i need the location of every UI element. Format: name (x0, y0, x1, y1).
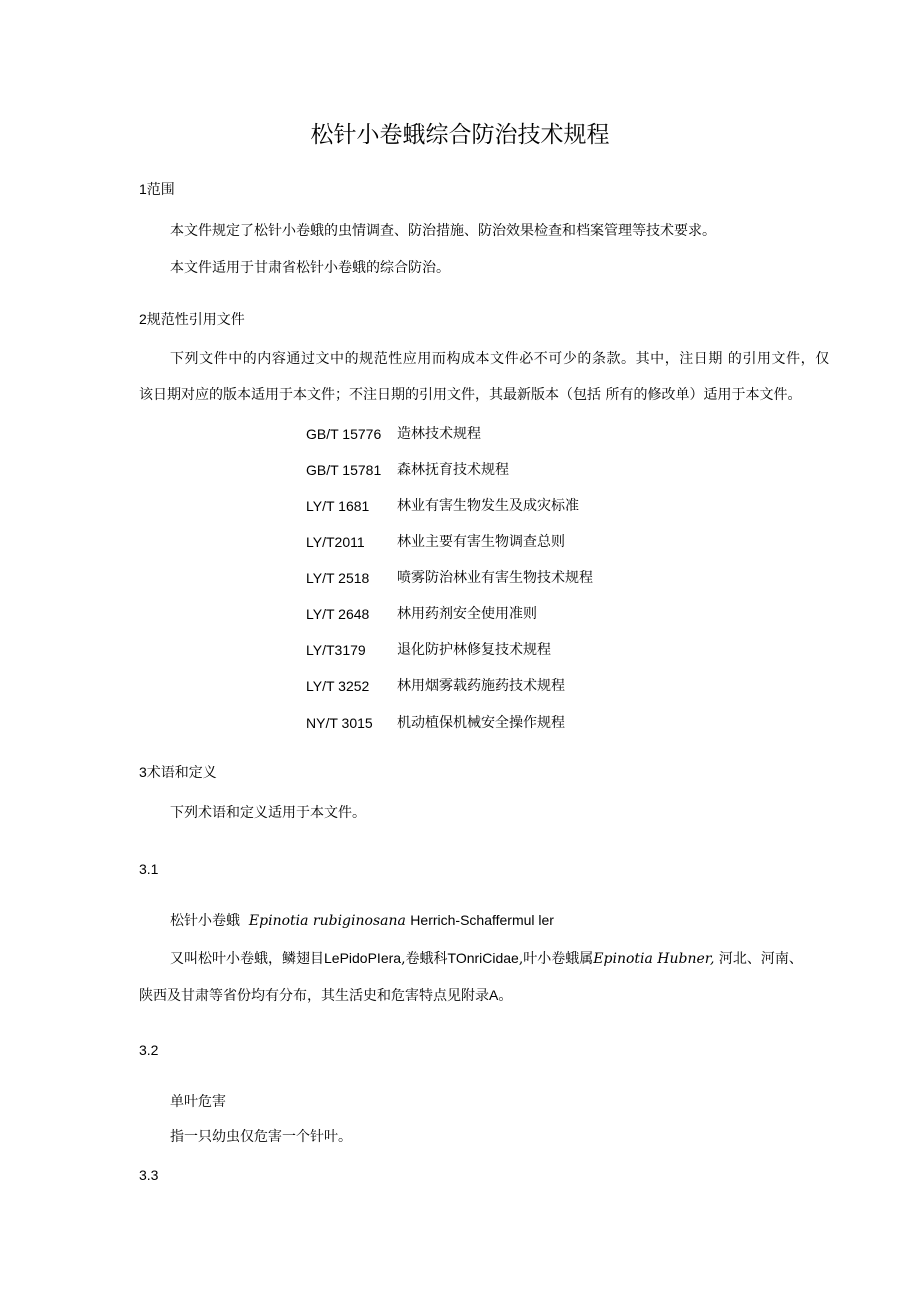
term-3-1-name-cn: 松针小卷蛾 (170, 913, 240, 929)
reference-code: LY/T 2648 (306, 606, 370, 622)
term-3-1-desc-mid1: ,卷蛾科 (401, 951, 448, 967)
section-1-heading-text: 1范围 (139, 181, 175, 197)
term-3-2-number: 3.2 (139, 1042, 159, 1058)
term-3-1-genus-latin: Epinotia Hubner, (593, 951, 715, 967)
term-3-2-name: 单叶危害 (170, 1094, 226, 1110)
reference-name: 退化防护林修复技术规程 (397, 642, 551, 658)
term-3-1-desc-suffix: 河北、河南、 (714, 951, 803, 967)
term-3-3-number: 3.3 (139, 1167, 159, 1183)
section-2-paragraph-line-1: 下列文件中的内容通过文中的规范性应用而构成本文件必不可少的条款。其中，注日期 的引用文件，仅 (170, 351, 830, 367)
reference-code: LY/T 1681 (306, 498, 370, 514)
term-3-1-desc-line2-prefix: 陕西及甘肃等省份均有分布，其生活史和危害特点见附录 (139, 988, 489, 1004)
reference-code: LY/T3179 (306, 642, 366, 658)
reference-name: 林业主要有害生物调查总则 (397, 534, 565, 550)
term-3-1-author: Herrich-Schaffermul ler (410, 912, 554, 928)
term-3-1-description-line-1 (170, 949, 803, 968)
section-2-paragraph-line-2: 该日期对应的版本适用于本文件；不注日期的引用文件，其最新版本（包括 所有的修改单）适用于本文件。 (139, 387, 802, 403)
reference-code: GB/T 15781 (306, 462, 382, 478)
term-3-1-appendix-ref: A (489, 987, 499, 1003)
reference-name: 机动植保机械安全操作规程 (397, 715, 565, 731)
term-3-1-title (170, 911, 554, 930)
reference-name: 森林抚育技术规程 (397, 462, 509, 478)
section-1-paragraph-1: 本文件规定了松针小卷蛾的虫情调查、防治措施、防治效果检查和档案管理等技术要求。 (170, 223, 716, 239)
term-3-1-description-line-2 (139, 986, 512, 1005)
section-1-paragraph-2: 本文件适用于甘肃省松针小卷蛾的综合防治。 (170, 260, 450, 276)
section-2-heading: 2规范性引用文件 (139, 311, 245, 327)
reference-name: 林业有害生物发生及成灾标准 (397, 498, 579, 514)
term-3-1-desc-line2-end: 。 (498, 988, 513, 1004)
section-1-heading (139, 180, 175, 198)
document-title: 松针小卷蛾综合防治技术规程 (310, 122, 610, 148)
term-3-1-family-latin: TOnriCidae (447, 950, 519, 966)
term-3-1-name-latin: Epinotia rubiginosana (248, 913, 406, 929)
reference-code: GB/T 15776 (306, 426, 382, 442)
section-3-intro: 下列术语和定义适用于本文件。 (170, 805, 366, 821)
reference-code: LY/T 2518 (306, 570, 370, 586)
reference-name: 林用药剂安全使用准则 (397, 606, 537, 622)
reference-code: NY/T 3015 (306, 715, 373, 731)
reference-code: LY/T 3252 (306, 678, 370, 694)
section-3-heading: 3术语和定义 (139, 764, 217, 780)
reference-name: 林用烟雾载药施药技术规程 (397, 678, 565, 694)
reference-name: 造林技术规程 (397, 426, 481, 442)
reference-name: 喷雾防治林业有害生物技术规程 (397, 570, 593, 586)
term-3-1-order-latin: LePidoPIera (324, 950, 402, 966)
term-3-1-desc-mid2: ,叶小卷蛾属 (518, 951, 594, 967)
term-3-1-desc-prefix: 又叫松叶小卷蛾，鳞翅目 (170, 951, 324, 967)
term-3-2-definition: 指一只幼虫仅危害一个针叶。 (170, 1129, 352, 1145)
term-3-1-number: 3.1 (139, 861, 159, 877)
reference-code: LY/T2011 (306, 534, 365, 550)
